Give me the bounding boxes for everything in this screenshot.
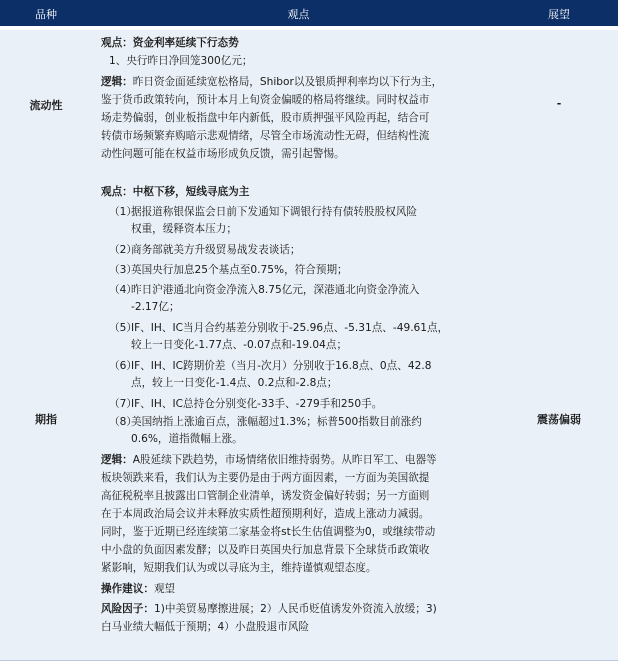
logic-line: 中小盘的负面因素发酵；以及昨日英国央行加息背景下全球货币政策收 [101,544,430,556]
logic-label: 逻辑： [101,76,133,88]
item-text: 央行昨日净回笼300亿元； [126,55,253,67]
logic-label: 逻辑： [101,454,133,466]
item-text: 权重，缓释资本压力； [131,223,237,235]
table-header [0,0,618,26]
item-number: （1） [109,206,137,218]
item-text: 据报道称银保监会日前下发通知下调银行持有债转股股权风险 [131,206,418,218]
advice-line [101,581,175,598]
logic-line: 逻辑：A股延续下跌趋势，市场情绪依旧维持弱势。从昨日军工、电器等 [101,454,437,466]
risk-line: 风险因子：1)中美贸易摩擦进展；2）人民币贬值诱发外资流入放缓；3) [101,603,437,615]
header-view: 观点 [287,8,310,21]
header-outlook: 展望 [548,8,570,21]
logic-line: 在于本周政治局会议并未释放实质性超预期利好，造成上涨动力减弱。 [101,508,430,520]
logic-line: 板块领跌来看，我们认为主要仍是由于两方面因素，一方面为美国欲提 [101,472,430,484]
item-number: 1、 [109,55,127,67]
logic-line: 转债市场频繁弃购暗示悲观情绪，尽管全市场流动性无碍，但结构性流 [101,130,430,142]
logic-line: 高征税税率且披露出口管制企业清单，诱发资金偏好转弱；另一方面则 [101,490,430,502]
advice-label: 操作建议： [101,583,154,595]
item-number: （6） [109,360,137,372]
item-number: （5） [109,322,137,334]
view-title: 观点：资金利率延续下行态势 [101,37,239,49]
table-row-index-futures [0,181,618,661]
risk-line: 白马业绩大幅低于预期；4）小盘股退市风险 [101,621,310,633]
logic-line: 鉴于货币政策转向，预计本月上旬资金偏暖的格局将继续。同时权益市 [101,94,430,106]
list-item [109,53,253,70]
item-text: 点，较上一日变化-1.4点、0.2点和-2.8点； [131,377,338,389]
item-number: （2） [109,244,137,256]
risk-label: 风险因子： [101,603,154,615]
item-text: IF、IH、IC当月合约基差分别收于-25.96点、-5.31点、-49.61点， [131,322,449,334]
item-text: -2.17亿； [131,301,180,313]
item-text: 美国纳指上涨逾百点，涨幅超过1.3%；标普500指数目前涨约 [131,416,422,428]
header-variety: 品种 [35,8,57,21]
item-number: （7） [109,398,137,410]
view-title: 观点：中枢下移，短线寻底为主 [101,186,250,198]
item-text: 0.6%，道指微幅上涨。 [131,433,243,445]
logic-line: 同时，鉴于近期已经连续第二家基金将st长生估值调整为0，或继续带动 [101,526,436,538]
logic-line: 逻辑：昨日资金面延续宽松格局，Shibor以及银质押利率均以下行为主， [101,76,443,88]
item-text: 商务部就美方升级贸易战发表谈话； [131,244,301,256]
item-number: （3） [109,264,137,276]
row-label: 流动性 [29,99,63,112]
logic-line: 紧影响，短期我们认为或以寻底为主，维持谨慎观望态度。 [101,562,377,574]
row-outlook: - [556,97,562,110]
item-text: IF、IH、IC总持仓分别变化-33手、-279手和250手。 [131,398,383,410]
item-number: （8） [109,416,137,428]
table-row-liquidity [0,30,618,181]
item-text: IF、IH、IC跨期价差（当月-次月）分别收于16.8点、0点、42.8 [131,360,432,372]
item-text: 昨日沪港通北向资金净流入8.75亿元，深港通北向资金净流入 [131,284,420,296]
advice-value: 观望 [153,583,176,595]
item-text: 较上一日变化-1.77点、-0.07点和-19.04点； [131,339,348,351]
logic-line: 场走势偏弱，创业板指盘中年内新低，股市质押强平风险再起，结合可 [101,112,430,124]
row-outlook: 震荡偏弱 [537,413,581,426]
item-number: （4） [109,284,137,296]
logic-line: 动性问题可能在权益市场形成负反馈，需引起警惕。 [101,148,345,160]
item-text: 英国央行加息25个基点至0.75%，符合预期； [131,264,348,276]
row-label: 期指 [35,413,57,426]
